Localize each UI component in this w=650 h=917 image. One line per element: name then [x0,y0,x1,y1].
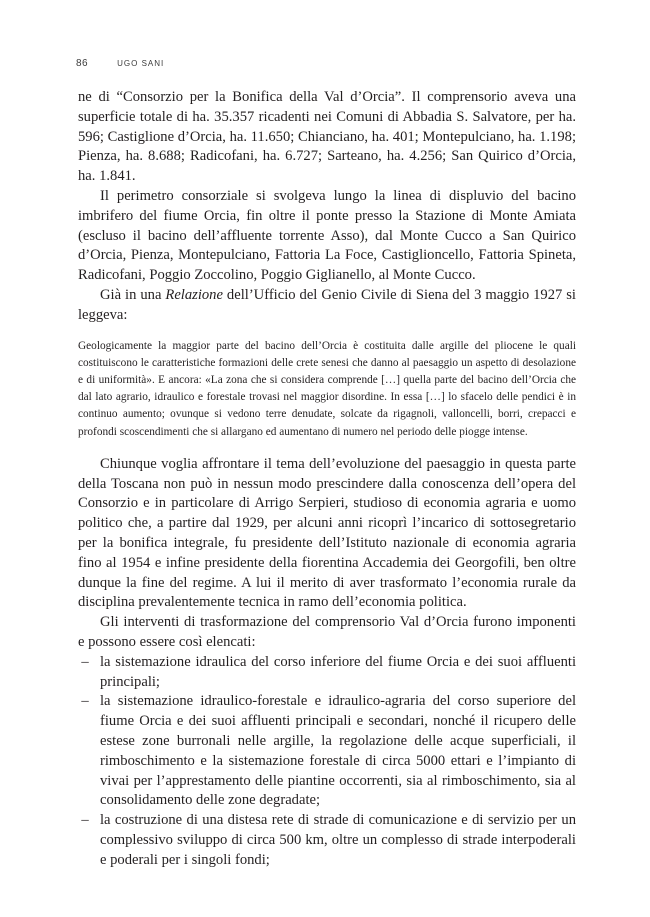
block-quote: Geologicamente la maggior parte del bacino dell’Orcia è costituita dalle argille del pliocene le quali costituiscono le caratteristiche formazioni delle crete senesi che danno al paesaggio un aspetto di desolazione e di uniformità». E ancora: «La zona che si considera comprende […] quella parte del bacino dell’Orcia che dal lato agrario, idraulico e forestale trovasi nel maggior disordine. In essa […] lo sfacelo delle pendici è in continuo aumento; ovunque si vedono terre denudate, solcate da rigagnoli, valloncelli, borri, crepacci e profondi scoscendimenti che si allargano ed aumentano di numero nel periodo delle piogge intense. [78,339,576,438]
page-number: 86 [76,58,88,69]
list-item-text: la sistemazione idraulico-forestale e idraulico-agraria del corso superiore del fiume Orcia e dei suoi affluenti principali e secondari, nonché il ricupero delle estese zone burronali nelle argille, la regolazione delle acque superficiali, il rimboschimento e la sistemazione forestale di circa 5000 ettari e l’impianto di vivai per l’apprestamento delle piantine occorrenti, sia al rimboschimento, sia al consolidamento delle zone degradate; [100,693,576,809]
list-item [78,692,576,811]
relazione-title: Relazione [165,286,223,303]
paragraph-perimetro: Il perimetro consorziale si svolgeva lungo la linea di displuvio del bacino imbrifero del fiume Orcia, fin oltre il ponte presso la Stazione di Monte Amiata (escluso il bacino dell’affluente torrente Asso), dal Monte Cucco a San Quirico d’Orcia, Pienza, Montepulciano, Fattoria La Foce, Castiglioncello, Fattoria Spineta, Radicofani, Poggio Zoccolino, Poggio Giglianello, al Monte Cucco. [78,187,576,284]
list-dash: – [81,693,89,710]
list-item [78,811,576,870]
list-dash: – [81,653,89,670]
list-item-text: la sistemazione idraulica del corso inferiore del fiume Orcia e dei suoi affluenti principali; [100,653,576,690]
list-item-text: la costruzione di una distesa rete di strade di comunicazione e di servizio per un complessivo sviluppo di circa 500 km, oltre un complesso di strade interpoderali e poderali per i singoli fondi; [100,812,576,868]
relazione-text-after: dell’Ufficio del Genio Civile di Siena del 3 maggio 1927 si leggeva: [78,286,576,323]
page-body [78,88,576,871]
list-dash: – [81,812,89,829]
interventi-list [78,653,576,871]
running-head-author: UGO SANI [117,59,165,68]
paragraph-interventi: Gli interventi di trasformazione del comprensorio Val d’Orcia furono imponenti e possono essere così elencati: [78,614,576,650]
running-header [76,58,164,69]
list-item [78,653,576,693]
paragraph-serpieri: Chiunque voglia affrontare il tema dell’evoluzione del paesaggio in questa parte della Toscana non può in nessun modo prescindere dalla conoscenza dell’opera del Consorzio e in particolare di Arrigo Serpieri, studioso di economia agraria e uomo politico che, a partire dal 1929, per alcuni anni ricoprì l’incarico di sottosegretario per la bonifica integrale, fu presidente dell’Istituto nazionale di economia agraria fino al 1954 e infine presidente della fiorentina Accademia dei Georgofili, ben oltre dunque la fine del regime. A lui il merito di aver trasformato l’economia rurale da disciplina prevalentemente tecnica in ramo dell’economia politica. [78,455,576,611]
paragraph-relazione [78,286,576,326]
paragraph-consorzio: ne di “Consorzio per la Bonifica della Val d’Orcia”. Il comprensorio aveva una superficie totale di ha. 35.357 ricadenti nei Comuni di Abbadia S. Salvatore, per ha. 596; Castiglione d’Orcia, ha. 11.650; Chianciano, ha. 401; Montepulciano, ha. 1.198; Pienza, ha. 8.688; Radicofani, ha. 6.727; Sarteano, ha. 4.256; San Quirico d’Orcia, ha. 1.841. [78,89,576,185]
relazione-text-before: Già in una [100,286,166,303]
